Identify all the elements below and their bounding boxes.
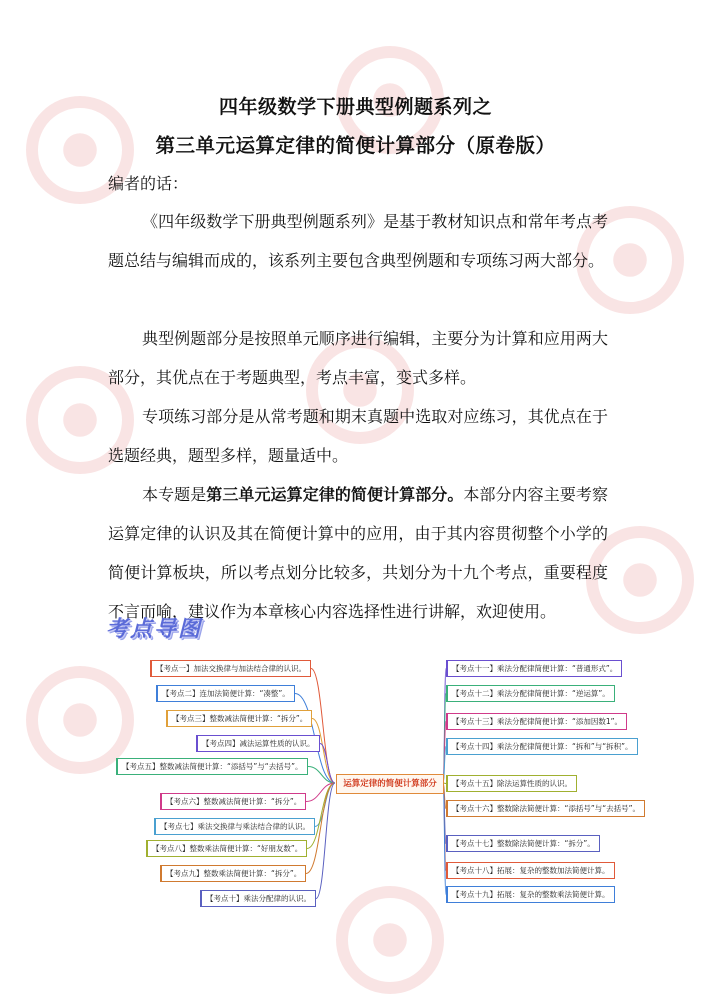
mind-map-node: 【考点十五】除法运算性质的认识。 bbox=[446, 775, 577, 792]
para4-body: 本部分内容主要考察运算定律的认识及其在简便计算中的应用，由于其内容贯彻整个小学的简便计算板块，所以考点划分比较多，共划分为十九个考点，重要程度不言而喻，建议作为本章核心内容选择性进行讲解，欢迎使用。 bbox=[108, 485, 608, 621]
mind-map-node: 【考点九】整数乘法简便计算：“拆分”。 bbox=[160, 865, 306, 882]
mind-map-node: 【考点三】整数减法简便计算：“拆分”。 bbox=[166, 710, 312, 727]
mind-map-node: 【考点五】整数减法简便计算：“添括号”与“去括号”。 bbox=[116, 758, 308, 775]
mind-map-connector bbox=[311, 669, 335, 784]
intro-paragraph-4 bbox=[108, 475, 608, 631]
mind-map-node: 【考点十】乘法分配律的认识。 bbox=[200, 890, 316, 907]
mind-map-node: 【考点六】整数减法简便计算：“拆分”。 bbox=[160, 793, 306, 810]
mind-map-node: 【考点十三】乘法分配律简便计算：“添加因数1”。 bbox=[446, 713, 627, 730]
mind-map-node: 【考点十六】整数除法简便计算：“添括号”与“去括号”。 bbox=[446, 800, 645, 817]
mind-map-node: 【考点八】整数乘法简便计算：“好朋友数”。 bbox=[146, 840, 307, 857]
section-heading: 考点导图 bbox=[106, 616, 203, 642]
intro-paragraph-2: 典型例题部分是按照单元顺序进行编辑，主要分为计算和应用两大部分，其优点在于考题典型，考点丰富，变式多样。 bbox=[108, 329, 608, 387]
editor-note-label: 编者的话： bbox=[108, 174, 189, 193]
mind-map-node: 【考点十九】拓展：复杂的整数乘法简便计算。 bbox=[446, 886, 615, 903]
mind-map-node: 【考点十八】拓展：复杂的整数加法简便计算。 bbox=[446, 862, 615, 879]
para4-topic: 第三单元运算定律的简便计算部分。 bbox=[206, 485, 464, 504]
mind-map-node: 【考点二】连加法简便计算：“凑整”。 bbox=[156, 685, 295, 702]
mind-map-node: 【考点一】加法交换律与加法结合律的认识。 bbox=[150, 660, 311, 677]
mind-map-node: 【考点十四】乘法分配律简便计算：“拆和”与“拆积”。 bbox=[446, 738, 638, 755]
intro-paragraph-3: 专项练习部分是从常考题和期末真题中选取对应练习，其优点在于选题经典，题型多样，题量适中。 bbox=[108, 407, 608, 465]
intro-paragraph-1: 《四年级数学下册典型例题系列》是基于教材知识点和常年考点考题总结与编辑而成的，该系列主要包含典型例题和专项练习两大部分。 bbox=[108, 212, 608, 270]
document-subtitle: 第三单元运算定律的简便计算部分（原卷版） bbox=[155, 134, 556, 157]
mind-map-node: 【考点四】减法运算性质的认识。 bbox=[196, 735, 320, 752]
mind-map-node: 【考点十七】整数除法简便计算：“拆分”。 bbox=[446, 835, 600, 852]
mind-map-node: 【考点十二】乘法分配律简便计算：“逆运算”。 bbox=[446, 685, 615, 702]
para4-lead: 本专题是 bbox=[142, 485, 207, 504]
mind-map-center: 运算定律的简便计算部分 bbox=[336, 774, 444, 794]
mind-map bbox=[110, 650, 650, 915]
mind-map-node: 【考点七】乘法交换律与乘法结合律的认识。 bbox=[154, 818, 315, 835]
mind-map-node: 【考点十一】乘法分配律简便计算：“普通形式”。 bbox=[446, 660, 622, 677]
document-title: 四年级数学下册典型例题系列之 bbox=[218, 96, 492, 118]
